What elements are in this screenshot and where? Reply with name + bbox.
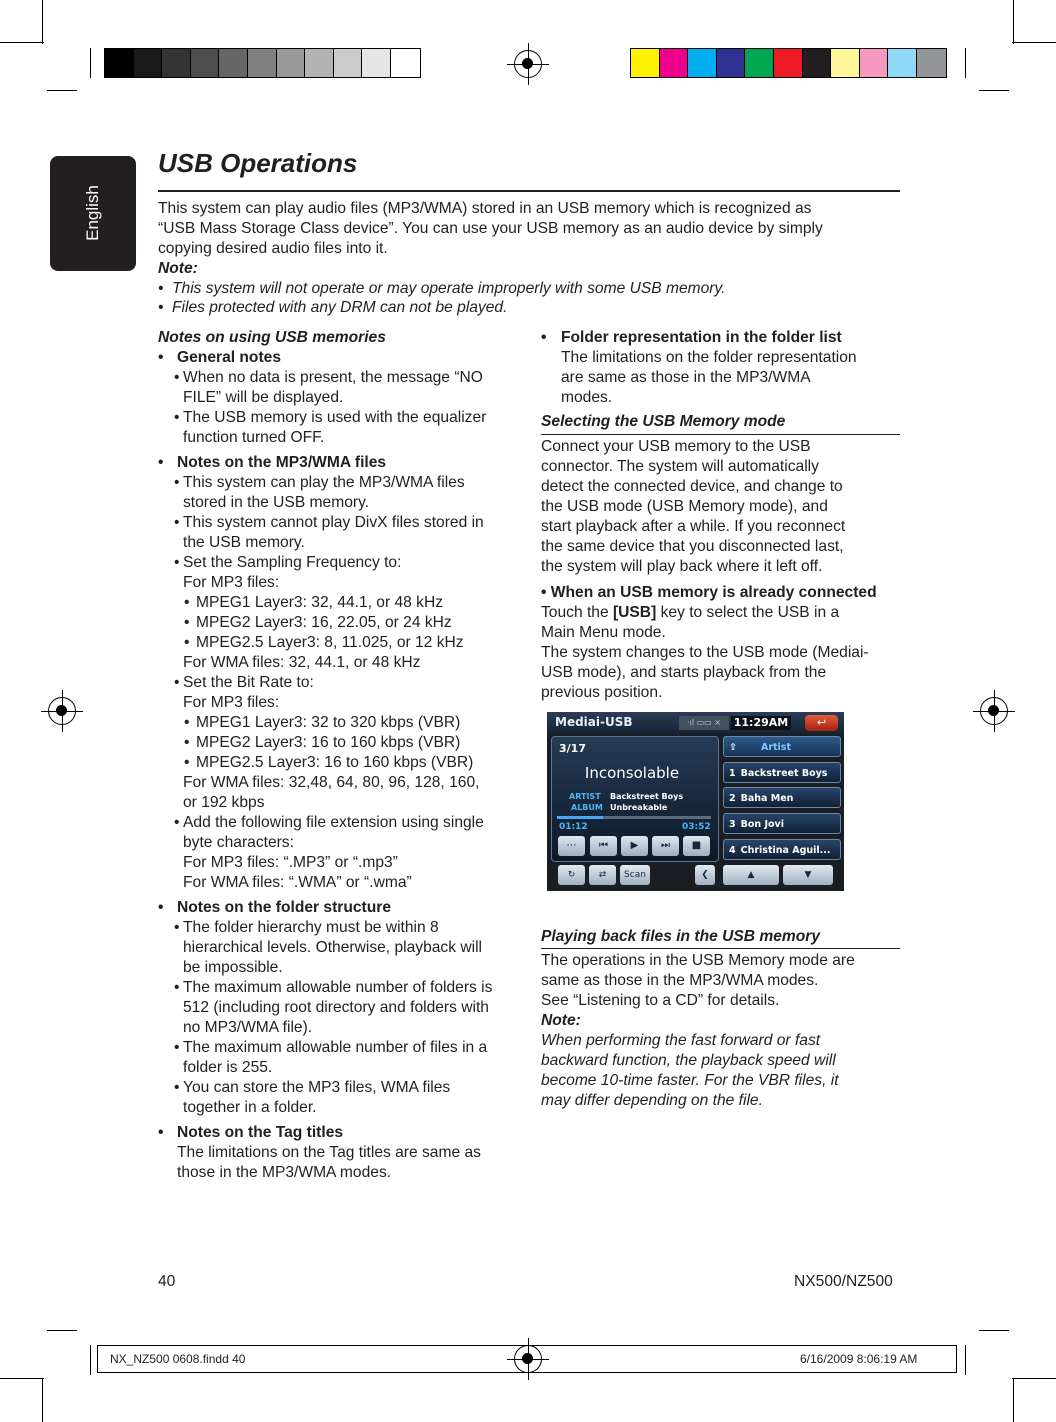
list-item: the USB memory. bbox=[183, 534, 305, 551]
subsection-title: Notes on the folder structure bbox=[177, 899, 392, 916]
color-swatch bbox=[191, 49, 220, 77]
color-swatch bbox=[105, 49, 134, 77]
registration-mark-icon bbox=[48, 697, 76, 725]
note-line: When performing the fast forward or fast bbox=[541, 1032, 821, 1049]
list-item: For MP3 files: “.MP3” or “.mp3” bbox=[183, 854, 398, 871]
color-swatch bbox=[888, 49, 917, 77]
artist-list-item[interactable]: 2 Baha Men bbox=[723, 787, 841, 808]
intro-line: copying desired audio files into it. bbox=[158, 240, 388, 257]
bullet: • bbox=[174, 409, 180, 426]
list-item: together in a folder. bbox=[183, 1099, 317, 1116]
progress-bar[interactable] bbox=[557, 816, 711, 819]
color-swatch bbox=[803, 49, 832, 77]
list-item: function turned OFF. bbox=[183, 429, 325, 446]
paragraph-line: detect the connected device, and change to bbox=[541, 478, 843, 495]
language-label: English bbox=[83, 185, 102, 241]
color-swatch bbox=[162, 49, 191, 77]
repeat-button[interactable]: ↻ bbox=[558, 865, 585, 885]
color-swatch bbox=[305, 49, 334, 77]
paragraph-line: The operations in the USB Memory mode are bbox=[541, 952, 855, 969]
crop-mark bbox=[1013, 1378, 1014, 1422]
bullet: • bbox=[174, 674, 180, 691]
bullet: • bbox=[184, 754, 190, 771]
paragraph-line: connector. The system will automatically bbox=[541, 458, 819, 475]
touch-suffix: key to select the USB in a bbox=[656, 604, 840, 621]
paragraph-line bbox=[541, 603, 839, 623]
bullet: • bbox=[174, 919, 180, 936]
artist-value: Backstreet Boys bbox=[610, 792, 684, 801]
list-item: hierarchical levels. Otherwise, playback will bbox=[183, 939, 482, 956]
color-swatch bbox=[831, 49, 860, 77]
list-item: The USB memory is used with the equalizer bbox=[183, 409, 487, 426]
album-label: ALBUM bbox=[571, 803, 603, 812]
note-text: Files protected with any DRM can not be played. bbox=[172, 299, 508, 316]
title-rule bbox=[158, 190, 900, 192]
back-button[interactable]: ❮ bbox=[695, 865, 715, 885]
subsection-title: Notes on the MP3/WMA files bbox=[177, 454, 387, 471]
crop-mark bbox=[90, 48, 91, 78]
previous-button[interactable]: ⏮ bbox=[590, 836, 617, 856]
color-swatch bbox=[134, 49, 163, 77]
paragraph-line: those in the MP3/WMA modes. bbox=[177, 1164, 392, 1181]
next-button[interactable]: ⏭ bbox=[652, 836, 679, 856]
paragraph-line: The limitations on the folder representation bbox=[561, 349, 857, 366]
bullet: • bbox=[174, 1039, 180, 1056]
subsection-title: Folder representation in the folder list bbox=[561, 329, 842, 346]
subsection-title: General notes bbox=[177, 349, 281, 366]
crop-mark bbox=[0, 1378, 44, 1379]
menu-button[interactable]: ⋯ bbox=[558, 836, 585, 856]
device-clock: 11:29AM bbox=[731, 716, 791, 730]
note-text: This system will not operate or may operate improperly with some USB memory. bbox=[172, 280, 726, 297]
list-item: The folder hierarchy must be within 8 bbox=[183, 919, 439, 936]
paragraph-line: Main Menu mode. bbox=[541, 624, 666, 641]
list-item: Set the Sampling Frequency to: bbox=[183, 554, 402, 571]
color-swatch bbox=[660, 49, 689, 77]
page-up-button[interactable]: ▲ bbox=[723, 865, 779, 885]
color-swatch bbox=[717, 49, 746, 77]
bullet: • bbox=[158, 349, 164, 366]
paragraph-line: previous position. bbox=[541, 684, 663, 701]
page-title: USB Operations bbox=[158, 148, 358, 178]
crop-mark bbox=[0, 42, 44, 43]
list-item: be impossible. bbox=[183, 959, 283, 976]
elapsed-time: 01:12 bbox=[559, 822, 588, 832]
registration-mark-icon bbox=[980, 697, 1008, 725]
list-item: FILE” will be displayed. bbox=[183, 389, 344, 406]
list-item: For WMA files: 32,48, 64, 80, 96, 128, 160, bbox=[183, 774, 480, 791]
section-heading: Playing back files in the USB memory bbox=[541, 928, 821, 945]
paragraph-line: The limitations on the Tag titles are same as bbox=[177, 1144, 481, 1161]
note-line: may differ depending on the file. bbox=[541, 1092, 763, 1109]
page-down-button[interactable]: ▼ bbox=[783, 865, 833, 885]
list-item: When no data is present, the message “NO bbox=[183, 369, 483, 386]
list-item: This system cannot play DivX files stored in bbox=[183, 514, 484, 531]
stop-button[interactable]: ■ bbox=[683, 836, 710, 856]
list-item: For WMA files: 32, 44.1, or 48 kHz bbox=[183, 654, 421, 671]
device-mode-title: Mediai-USB bbox=[555, 715, 633, 729]
intro-line: “USB Mass Storage Class device”. You can use your USB memory as an audio device by simply bbox=[158, 220, 823, 237]
bullet: • bbox=[174, 979, 180, 996]
color-swatch bbox=[391, 49, 420, 77]
section-heading: Selecting the USB Memory mode bbox=[541, 413, 786, 430]
device-indicators: ·ıl ▭▭ × bbox=[679, 716, 729, 730]
bullet: • bbox=[541, 329, 547, 346]
artist-label: ARTIST bbox=[569, 792, 601, 801]
crop-mark bbox=[42, 0, 43, 44]
bullet: • bbox=[174, 814, 180, 831]
color-swatch bbox=[745, 49, 774, 77]
bullet: • bbox=[184, 634, 190, 651]
subsection-title: • When an USB memory is already connected bbox=[541, 584, 877, 601]
bullet: • bbox=[174, 514, 180, 531]
crop-mark bbox=[979, 1330, 1009, 1331]
list-item: MPEG1 Layer3: 32, 44.1, or 48 kHz bbox=[196, 594, 444, 611]
heading-rule bbox=[541, 948, 900, 949]
color-bar bbox=[630, 48, 947, 78]
intro-line: This system can play audio files (MP3/WMA) stored in an USB memory which is recognized as bbox=[158, 200, 812, 217]
scan-button[interactable]: Scan bbox=[620, 865, 650, 885]
bullet: • bbox=[184, 594, 190, 611]
album-value: Unbreakable bbox=[610, 803, 668, 812]
up-icon: ⇧ bbox=[729, 742, 737, 753]
progress-fill bbox=[557, 816, 603, 819]
color-swatch bbox=[219, 49, 248, 77]
color-swatch bbox=[334, 49, 363, 77]
color-swatch bbox=[860, 49, 889, 77]
bullet: • bbox=[174, 369, 180, 386]
track-counter: 3/17 bbox=[559, 742, 586, 755]
crop-mark bbox=[965, 1345, 966, 1375]
crop-mark bbox=[1012, 1378, 1056, 1379]
paragraph-line: See “Listening to a CD” for details. bbox=[541, 992, 780, 1009]
shuffle-button[interactable]: ⇄ bbox=[589, 865, 616, 885]
language-tab bbox=[50, 156, 136, 271]
list-item: This system can play the MP3/WMA files bbox=[183, 474, 465, 491]
paragraph-line: same as those in the MP3/WMA modes. bbox=[541, 972, 819, 989]
play-button[interactable]: ▶ bbox=[621, 836, 648, 856]
subsection-title: Notes on the Tag titles bbox=[177, 1124, 344, 1141]
note-line: backward function, the playback speed will bbox=[541, 1052, 836, 1069]
song-title: Inconsolable bbox=[584, 764, 680, 782]
total-time: 03:52 bbox=[682, 822, 711, 832]
paragraph-line: modes. bbox=[561, 389, 613, 406]
artist-list-item[interactable]: 4 Christina Aguil... bbox=[723, 839, 841, 860]
list-item: Add the following file extension using single bbox=[183, 814, 484, 831]
bullet: • bbox=[184, 614, 190, 631]
registration-mark-icon bbox=[514, 50, 542, 78]
crop-mark bbox=[42, 1378, 43, 1422]
slug-filename: NX_NZ500 0608.findd 40 bbox=[110, 1352, 246, 1366]
note-label: Note: bbox=[541, 1012, 581, 1029]
paragraph-line: Connect your USB memory to the USB bbox=[541, 438, 811, 455]
bullet: • bbox=[174, 1079, 180, 1096]
list-item: MPEG2 Layer3: 16 to 160 kbps (VBR) bbox=[196, 734, 461, 751]
list-item: The maximum allowable number of folders is bbox=[183, 979, 493, 996]
crop-mark bbox=[47, 1330, 77, 1331]
crop-mark bbox=[965, 48, 966, 78]
list-item: MPEG2.5 Layer3: 16 to 160 kbps (VBR) bbox=[196, 754, 474, 771]
paragraph-line: the system will play back where it left off. bbox=[541, 558, 823, 575]
device-screenshot bbox=[547, 712, 844, 891]
note-bullet: • bbox=[158, 299, 164, 316]
list-item: byte characters: bbox=[183, 834, 294, 851]
bullet: • bbox=[184, 714, 190, 731]
paragraph-line: are same as those in the MP3/WMA bbox=[561, 369, 811, 386]
note-label: Note: bbox=[158, 260, 198, 277]
crop-mark bbox=[1012, 42, 1056, 43]
crop-mark bbox=[90, 1345, 91, 1375]
list-item: You can store the MP3 files, WMA files bbox=[183, 1079, 451, 1096]
list-item: stored in the USB memory. bbox=[183, 494, 370, 511]
page-number: 40 bbox=[158, 1273, 176, 1290]
color-swatch bbox=[917, 49, 946, 77]
list-item: For WMA files: “.WMA” or “.wma” bbox=[183, 874, 412, 891]
paragraph-line: start playback after a while. If you reconnect bbox=[541, 518, 846, 535]
artist-list-item[interactable]: 3 Bon Jovi bbox=[723, 813, 841, 834]
list-item: MPEG1 Layer3: 32 to 320 kbps (VBR) bbox=[196, 714, 461, 731]
section-heading: Notes on using USB memories bbox=[158, 329, 386, 346]
bullet: • bbox=[158, 1124, 164, 1141]
color-swatch bbox=[248, 49, 277, 77]
list-item: The maximum allowable number of files in a bbox=[183, 1039, 488, 1056]
paragraph-line: USB mode), and starts playback from the bbox=[541, 664, 827, 681]
list-item: no MP3/WMA file). bbox=[183, 1019, 313, 1036]
grayscale-bar bbox=[104, 48, 421, 78]
usb-key: [USB] bbox=[612, 604, 657, 621]
note-line: become 10-time faster. For the VBR files, it bbox=[541, 1072, 839, 1089]
heading-rule bbox=[541, 434, 900, 435]
color-swatch bbox=[362, 49, 391, 77]
list-item: MPEG2 Layer3: 16, 22.05, or 24 kHz bbox=[196, 614, 452, 631]
bullet: • bbox=[158, 899, 164, 916]
list-header-artist[interactable]: ⇧ Artist bbox=[723, 736, 841, 757]
color-swatch bbox=[774, 49, 803, 77]
paragraph-line: the USB mode (USB Memory mode), and bbox=[541, 498, 828, 515]
bullet: • bbox=[174, 554, 180, 571]
bullet: • bbox=[184, 734, 190, 751]
slug-date: 6/16/2009 8:06:19 AM bbox=[800, 1352, 918, 1366]
list-item: Set the Bit Rate to: bbox=[183, 674, 314, 691]
artist-list-item[interactable]: 1 Backstreet Boys bbox=[723, 762, 841, 783]
list-item: MPEG2.5 Layer3: 8, 11.025, or 12 kHz bbox=[196, 634, 464, 651]
list-item: or 192 kbps bbox=[183, 794, 265, 811]
crop-mark bbox=[47, 90, 77, 91]
crop-mark bbox=[979, 90, 1009, 91]
paragraph-line: The system changes to the USB mode (Mediai- bbox=[541, 644, 869, 661]
bullet: • bbox=[174, 474, 180, 491]
list-item: For MP3 files: bbox=[183, 574, 280, 591]
crop-mark bbox=[1013, 0, 1014, 44]
model-number: NX500/NZ500 bbox=[794, 1273, 893, 1290]
list-item: folder is 255. bbox=[183, 1059, 273, 1076]
color-swatch bbox=[631, 49, 660, 77]
bullet: • bbox=[158, 454, 164, 471]
paragraph-line: the same device that you disconnected last, bbox=[541, 538, 844, 555]
list-item: For MP3 files: bbox=[183, 694, 280, 711]
color-swatch bbox=[277, 49, 306, 77]
note-bullet: • bbox=[158, 280, 164, 297]
color-swatch bbox=[688, 49, 717, 77]
touch-prefix: Touch the bbox=[541, 604, 613, 621]
list-item: 512 (including root directory and folders with bbox=[183, 999, 489, 1016]
return-button[interactable]: ↩ bbox=[805, 715, 838, 731]
